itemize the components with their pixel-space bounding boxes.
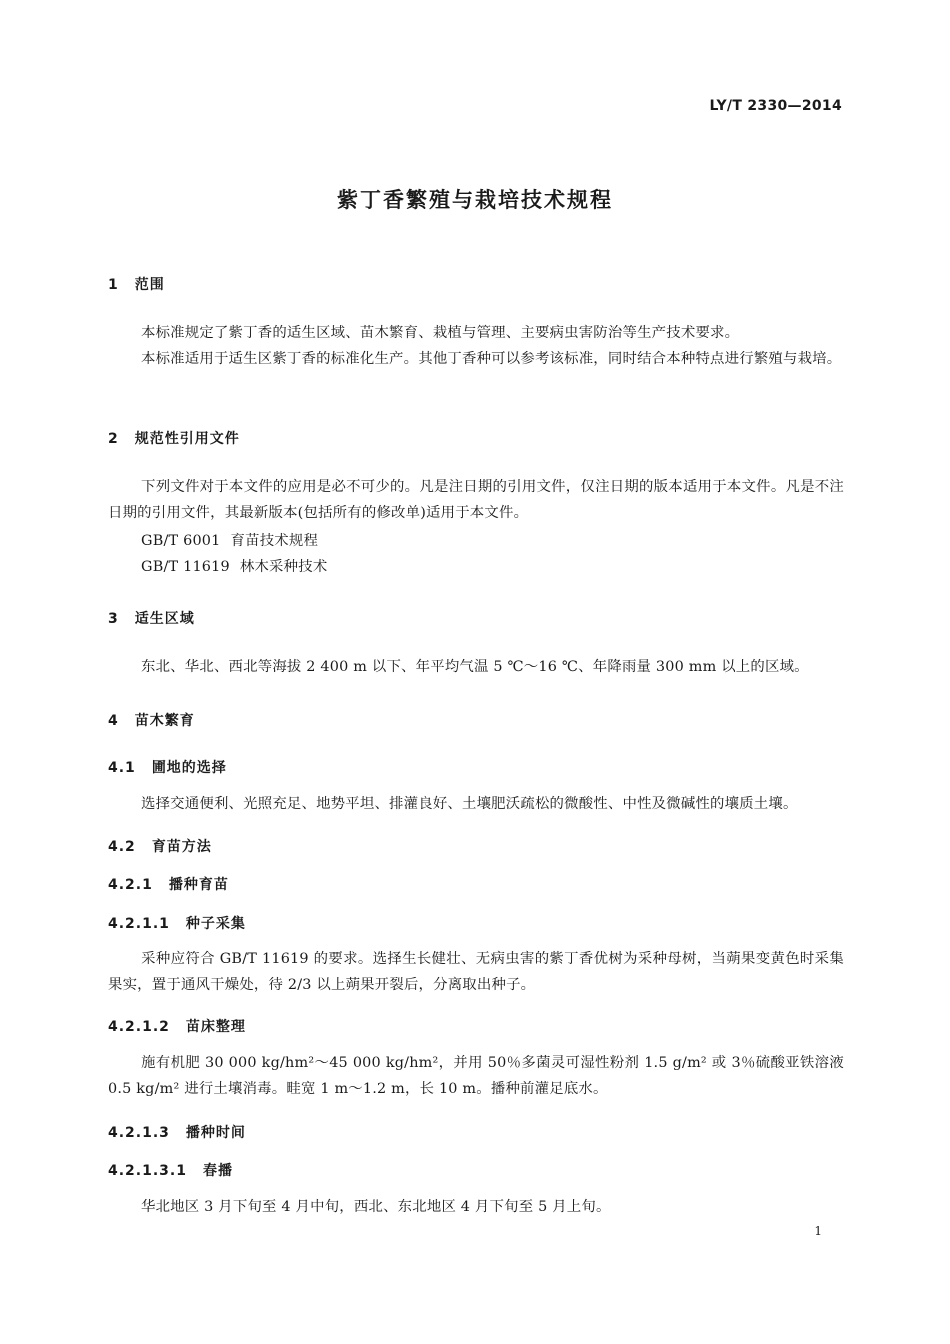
section-1-heading [108, 274, 165, 294]
reference-code: GB/T 11619 [141, 559, 230, 575]
section-title: 适生区域 [134, 611, 195, 627]
reference-name: 育苗技术规程 [230, 533, 319, 549]
section-4-2-1-2-heading [108, 1016, 246, 1036]
section-number: 1 [108, 277, 119, 293]
reference-name: 林木采种技术 [239, 559, 328, 575]
section-4-heading [108, 710, 195, 730]
paragraph-text: 施有机肥 30 000 kg/hm²～45 000 kg/hm²，并用 50％多菌灵可湿性粉剂 1.5 g/m² 或 3％硫酸亚铁溶液 0.5 kg/m² 进行土壤消毒。畦宽 1 m～1.2 m，长 10 m。播种前灌足底水。 [108, 1055, 844, 1097]
section-title: 春播 [202, 1163, 233, 1179]
paragraph-text: 下列文件对于本文件的应用是必不可少的。凡是注日期的引用文件，仅注日期的版本适用于本文件。凡是不注日期的引用文件，其最新版本(包括所有的修改单)适用于本文件。 [108, 479, 844, 521]
paragraph-text: 本标准规定了紫丁香的适生区域、苗木繁育、栽植与管理、主要病虫害防治等生产技术要求。 [141, 325, 740, 341]
reference-code: GB/T 6001 [141, 533, 221, 549]
reference-item [141, 555, 327, 576]
standard-code: LY/T 2330—2014 [709, 98, 842, 114]
section-number: 4.2.1 [108, 877, 153, 893]
section-title: 播种时间 [185, 1125, 246, 1141]
section-4-2-1-1-paragraph-1 [108, 946, 844, 998]
section-number: 4.2.1.3.1 [108, 1163, 187, 1179]
section-2-heading [108, 428, 240, 448]
section-1-paragraph-1 [108, 320, 844, 346]
section-title: 规范性引用文件 [134, 431, 240, 447]
section-title: 育苗方法 [151, 839, 212, 855]
reference-item [141, 529, 318, 550]
section-title: 种子采集 [185, 916, 246, 932]
paragraph-text: 选择交通便利、光照充足、地势平坦、排灌良好、土壤肥沃疏松的微酸性、中性及微碱性的壤质土壤。 [141, 796, 798, 812]
section-number: 4.2.1.2 [108, 1019, 170, 1035]
section-4-2-1-2-paragraph-1 [108, 1050, 844, 1102]
section-number: 3 [108, 611, 119, 627]
section-4-2-1-heading [108, 874, 229, 894]
section-title: 播种育苗 [168, 877, 229, 893]
section-3-paragraph-1 [108, 654, 844, 680]
section-number: 4.1 [108, 760, 136, 776]
section-number: 4.2.1.1 [108, 916, 170, 932]
section-2-paragraph-1 [108, 474, 844, 526]
section-4-2-1-3-heading [108, 1122, 246, 1142]
section-title: 范围 [134, 277, 165, 293]
paragraph-text: 华北地区 3 月下旬至 4 月中旬，西北、东北地区 4 月下旬至 5 月上旬。 [141, 1199, 611, 1215]
section-title: 苗床整理 [185, 1019, 246, 1035]
section-4-2-1-3-1-heading [108, 1160, 233, 1180]
section-4-2-1-3-1-paragraph-1 [108, 1194, 844, 1220]
section-number: 2 [108, 431, 119, 447]
paragraph-text: 东北、华北、西北等海拔 2 400 m 以下、年平均气温 5 ℃～16 ℃、年降雨量 300 mm 以上的区域。 [141, 659, 809, 675]
section-4-1-paragraph-1 [108, 791, 844, 817]
page-number: 1 [814, 1224, 822, 1238]
section-4-1-heading [108, 757, 227, 777]
section-1-paragraph-2 [108, 346, 844, 372]
section-number: 4 [108, 713, 119, 729]
section-number: 4.2 [108, 839, 136, 855]
section-title: 圃地的选择 [151, 760, 227, 776]
section-title: 苗木繁育 [134, 713, 195, 729]
paragraph-text: 采种应符合 GB/T 11619 的要求。选择生长健壮、无病虫害的紫丁香优树为采种母树，当蒴果变黄色时采集果实，置于通风干燥处，待 2/3 以上蒴果开裂后，分离取出种子。 [108, 951, 844, 993]
section-4-2-1-1-heading [108, 913, 246, 933]
section-4-2-heading [108, 836, 212, 856]
section-3-heading [108, 608, 195, 628]
document-title: 紫丁香繁殖与栽培技术规程 [337, 188, 613, 212]
section-number: 4.2.1.3 [108, 1125, 170, 1141]
paragraph-text: 本标准适用于适生区紫丁香的标准化生产。其他丁香种可以参考该标准，同时结合本种特点进行繁殖与栽培。 [141, 351, 842, 367]
